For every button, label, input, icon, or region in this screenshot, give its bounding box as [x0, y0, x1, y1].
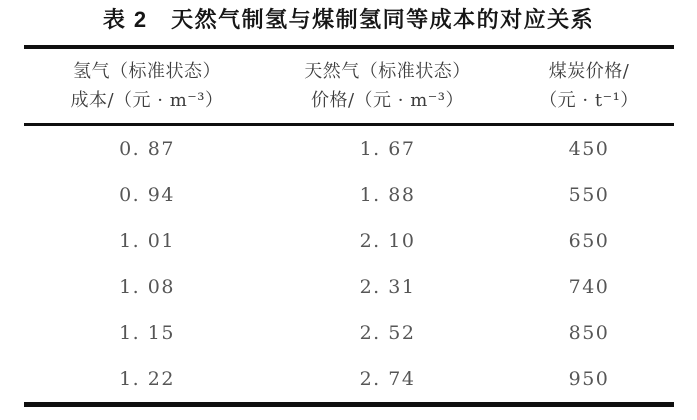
table-cell: 740 — [568, 276, 610, 298]
table-title: 表 2 天然气制氢与煤制氢同等成本的对应关系 — [102, 7, 595, 32]
table-row — [24, 218, 674, 264]
table-cell: 450 — [568, 138, 610, 160]
header-line: （元 · t⁻¹） — [539, 90, 639, 111]
table-row — [24, 172, 674, 218]
table-cell: 1. 08 — [119, 276, 175, 298]
header-coal-price — [505, 57, 674, 115]
table-cell: 1. 67 — [359, 138, 416, 160]
header-line: 氢气（标准状态） — [73, 61, 221, 82]
header-line: 成本/（元 · m⁻³） — [70, 90, 224, 111]
table-cell: 850 — [568, 322, 610, 344]
table-cell: 1. 22 — [119, 368, 175, 390]
header-line: 价格/（元 · m⁻³） — [310, 90, 464, 111]
table-cell: 2. 31 — [359, 276, 416, 298]
table-bottom-rule — [24, 402, 674, 407]
data-table — [24, 45, 674, 407]
table-cell: 0. 87 — [119, 138, 175, 160]
table-row — [24, 126, 674, 172]
table-row — [24, 264, 674, 310]
header-line: 煤炭价格/ — [548, 61, 630, 82]
table-cell: 650 — [568, 230, 610, 252]
table-cell: 2. 52 — [359, 322, 416, 344]
table-cell: 1. 88 — [359, 184, 416, 206]
table-header-row — [24, 49, 674, 123]
table-cell: 550 — [568, 184, 610, 206]
table-row — [24, 356, 674, 402]
table-cell: 2. 10 — [359, 230, 416, 252]
table-cell: 0. 94 — [119, 184, 175, 206]
header-line: 天然气（标准状态） — [304, 61, 471, 82]
table-cell: 1. 15 — [119, 322, 175, 344]
header-natural-gas-price — [271, 57, 505, 115]
table-cell: 950 — [568, 368, 610, 390]
table-row — [24, 310, 674, 356]
table-cell: 1. 01 — [119, 230, 175, 252]
header-hydrogen-cost — [24, 57, 271, 115]
table-cell: 2. 74 — [359, 368, 416, 390]
